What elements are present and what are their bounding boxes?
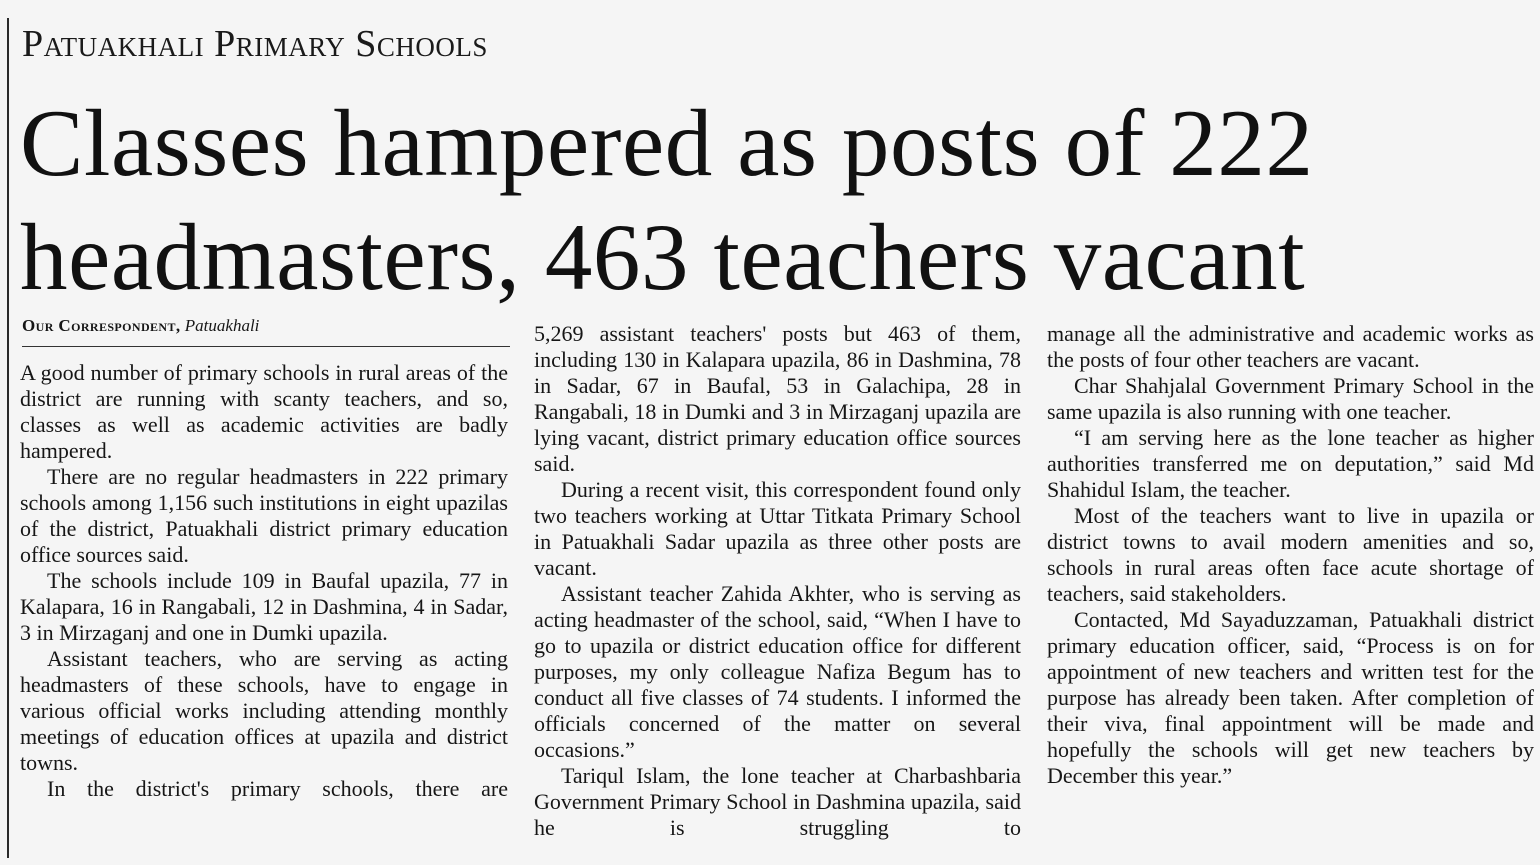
paragraph: In the district's primary schools, there are [47, 776, 508, 801]
article-column-1 [20, 360, 508, 802]
paragraph: Contacted, Md Sayaduzzaman, Patuakhali district primary education officer, said, “Process is on for appointment of new teachers and written test for the purpose has already been taken. After completion of their viva, final appointment will be made and hopefully the schools will get new teachers by December this year.” [1047, 607, 1534, 788]
byline [22, 314, 510, 347]
paragraph: A good number of primary schools in rural areas of the district are running with scanty teachers, and so, classes as well as academic activities are badly hampered. [20, 360, 508, 463]
column-rule [7, 18, 9, 858]
byline-place: Patuakhali [184, 316, 260, 335]
headline-line-1: Classes hampered as posts of 222 [20, 90, 1314, 196]
paragraph: Assistant teacher Zahida Akhter, who is serving as acting headmaster of the school, said, “When I have to go to upazila or district education office for different purposes, my only colleague Nafiza Begum has to conduct all five classes of 74 students. I informed the officials concerned of the matter on several occasions.” [534, 581, 1021, 762]
paragraph: manage all the administrative and academic works as the posts of four other teachers are vacant. [1047, 321, 1534, 372]
paragraph: Assistant teachers, who are serving as acting headmasters of these schools, have to engage in various official works including attending monthly meetings of education offices at upazila and district towns. [20, 646, 508, 775]
paragraph: Tariqul Islam, the lone teacher at Charbashbaria Government Primary School in Dashmina upazila, said he is struggling to [534, 763, 1021, 840]
headline [20, 86, 1314, 314]
paragraph: Char Shahjalal Government Primary School in the same upazila is also running with one teacher. [1047, 373, 1534, 424]
paragraph: 5,269 assistant teachers' posts but 463 of them, including 130 in Kalapara upazila, 86 in Dashmina, 78 in Sadar, 67 in Baufal, 53 in Galachipa, 28 in Rangabali, 18 in Dumki and 3 in Mirzaganj upazila are lying vacant, district primary education office sources said. [534, 321, 1021, 476]
paragraph: The schools include 109 in Baufal upazila, 77 in Kalapara, 16 in Rangabali, 12 in Dashmina, 4 in Sadar, 3 in Mirzaganj and one in Dumki upazila. [20, 568, 508, 645]
kicker: Patuakhali Primary Schools [22, 23, 488, 65]
headline-line-2: headmasters, 463 teachers vacant [20, 204, 1306, 310]
paragraph: There are no regular headmasters in 222 primary schools among 1,156 such institutions in eight upazilas of the district, Patuakhali district primary education office sources said. [20, 464, 508, 567]
paragraph: During a recent visit, this correspondent found only two teachers working at Uttar Titkata Primary School in Patuakhali Sadar upazila as three other posts are vacant. [534, 477, 1021, 580]
article-column-3 [1047, 321, 1534, 789]
byline-author: Our Correspondent, [22, 316, 181, 335]
paragraph: Most of the teachers want to live in upazila or district towns to avail modern amenities and so, schools in rural areas often face acute shortage of teachers, said stakeholders. [1047, 503, 1534, 606]
article-column-2 [534, 321, 1021, 841]
paragraph: “I am serving here as the lone teacher as higher authorities transferred me on deputation,” said Md Shahidul Islam, the teacher. [1047, 425, 1534, 502]
